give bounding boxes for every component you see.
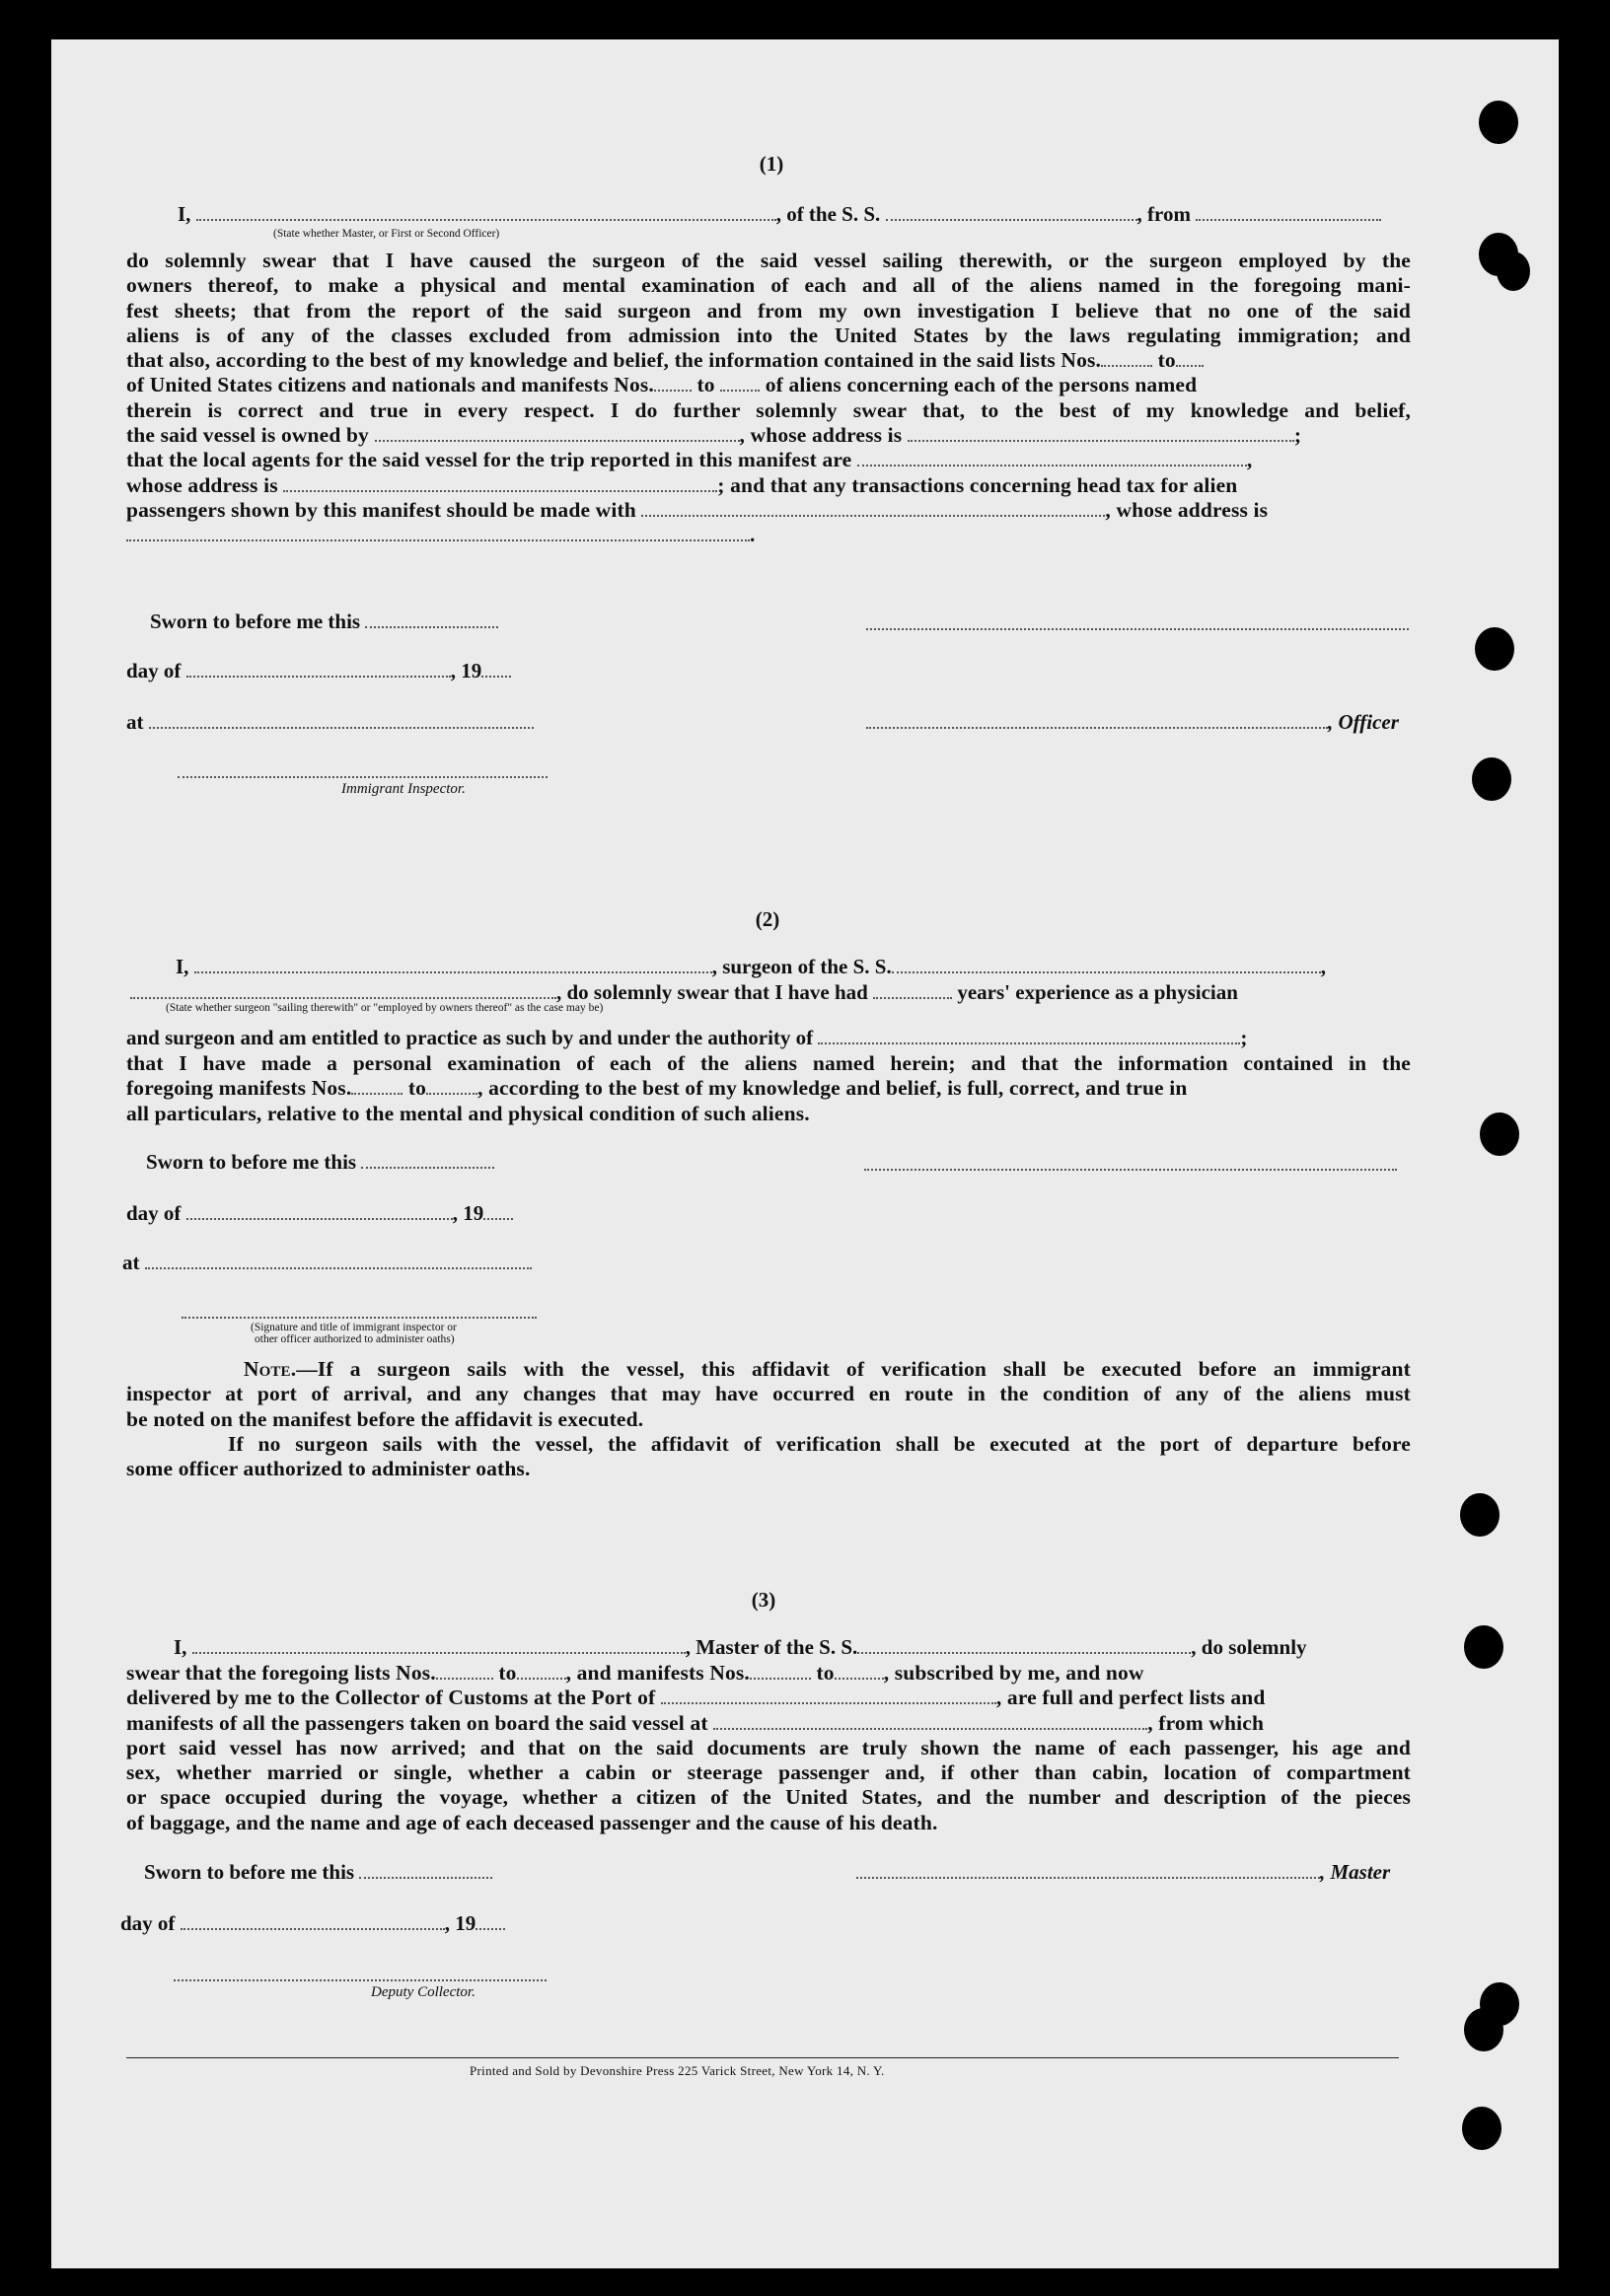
- s1-line-4: aliens is of any of the classes excluded from admission into the United States by the laws regulating immigration; and: [126, 323, 1411, 347]
- lead-i: I,: [178, 202, 191, 226]
- lists-to-field[interactable]: [1176, 350, 1204, 367]
- s1-officer-label: , Officer: [1328, 710, 1399, 734]
- s1-officer-signature-line-2[interactable]: [866, 712, 1328, 729]
- s2-at-row: [122, 1251, 532, 1275]
- binder-hole-9: [1462, 2107, 1501, 2150]
- s1-line-10-text: whose address is: [126, 472, 278, 497]
- s1-line-8: the said vessel is owned by , whose address is ;: [126, 423, 1302, 448]
- binder-hole-5: [1480, 1112, 1519, 1156]
- s2-note: [126, 1357, 1411, 1481]
- s2-manifest-to-field[interactable]: [426, 1078, 477, 1095]
- section-1-number: (1): [759, 152, 784, 176]
- agents-address-field[interactable]: [283, 475, 717, 492]
- manifests-to-field[interactable]: [720, 375, 760, 392]
- s2-note-label: Note.: [243, 1357, 297, 1381]
- section-3-number: (3): [751, 1588, 776, 1612]
- s1-line-11-text: passengers shown by this manifest should be made with: [126, 497, 636, 522]
- s3-collector-signature-line[interactable]: [174, 1978, 547, 1981]
- s1-officer-row: [866, 710, 1399, 735]
- s2-to: to: [407, 1076, 427, 1101]
- owner-field[interactable]: [375, 425, 740, 442]
- s2-year-field[interactable]: [483, 1203, 513, 1220]
- s1-line-7: therein is correct and true in every respect. I do further solemnly swear that, to the best of my knowledge and belief,: [126, 397, 1411, 422]
- s3-collector-label: Deputy Collector.: [371, 1984, 476, 2000]
- s3-subscribed: , subscribed by me, and now: [883, 1661, 1144, 1685]
- s1-officer-signature-line-1[interactable]: [866, 627, 1409, 630]
- s2-years: years' experience as a physician: [957, 980, 1238, 1004]
- officer-hint: (State whether Master, or First or Second Officer): [273, 228, 500, 240]
- s3-do-solemnly: , do solemnly: [1191, 1635, 1307, 1659]
- s1-at-row: [126, 710, 534, 735]
- s3-body-line-2: [126, 1686, 1411, 1710]
- footer-rule: [126, 2057, 1399, 2058]
- s1-year-label: , 19: [450, 659, 482, 682]
- s3-day-row: [120, 1911, 505, 1936]
- binder-hole-4: [1472, 757, 1511, 801]
- s1-whose-address-1: , whose address is: [739, 423, 903, 448]
- s1-day-label: day of: [126, 659, 182, 682]
- s3-sworn-row: [144, 1860, 492, 1885]
- s3-master-label: , Master: [1320, 1860, 1391, 1884]
- s3-lead-i: I,: [174, 1635, 187, 1659]
- s2-body-line-2: [126, 1076, 1411, 1101]
- s3-master-of: , Master of the S. S.: [685, 1635, 858, 1659]
- from-label: , from: [1136, 202, 1191, 226]
- s1-to-1: to: [1157, 348, 1176, 373]
- s2-sig-hint-1: (Signature and title of immigrant inspector or: [251, 1322, 457, 1333]
- s1-of-aliens: of aliens concerning each of the persons named: [765, 373, 1198, 397]
- s3-embark-port-field[interactable]: [713, 1713, 1147, 1730]
- s3-to-2: to: [816, 1661, 835, 1685]
- s2-sig-hint-2: other officer authorized to administer oaths): [255, 1333, 455, 1345]
- s2-note-text-1: —If a surgeon sails with the vessel, this affidavit of verification shall be executed before an immigrant: [296, 1357, 1411, 1381]
- s1-line-9: that the local agents for the said vessel for the trip reported in this manifest are ,: [126, 448, 1253, 472]
- s2-swear: , do solemnly swear that I have had: [556, 980, 868, 1004]
- s1-line-12: .: [126, 523, 1411, 547]
- s2-at-field[interactable]: [145, 1253, 532, 1269]
- s2-surgeon-of: , surgeon of the S. S.: [711, 955, 892, 978]
- s1-line-5: [126, 348, 1411, 373]
- s3-body-line-7: of baggage, and the name and age of each deceased passenger and the cause of his death.: [126, 1810, 938, 1834]
- s1-sworn-label: Sworn to before me this: [150, 610, 361, 633]
- s2-foregoing: foregoing manifests Nos.: [126, 1076, 352, 1101]
- binder-hole-8b: [1464, 2008, 1503, 2051]
- s2-authority-field[interactable]: [818, 1028, 1240, 1044]
- lists-from-field[interactable]: [1101, 350, 1152, 367]
- s3-master-row: [856, 1860, 1390, 1885]
- s2-sworn-row: [146, 1150, 494, 1175]
- s3-body: [126, 1661, 1411, 1835]
- s3-body-line-6: or space occupied during the voyage, whether a citizen of the United States, and the number and description of the pieces: [126, 1785, 1411, 1810]
- s3-body-line-3: [126, 1711, 1411, 1736]
- binder-hole-2b: [1497, 251, 1530, 291]
- s3-manifests: , and manifests Nos.: [565, 1661, 750, 1685]
- s2-surgeon-hint: (State whether surgeon "sailing therewith" or "employed by owners thereof" as the case may be): [166, 1002, 604, 1014]
- s1-day-field[interactable]: [186, 661, 451, 678]
- s2-day-field[interactable]: [186, 1203, 453, 1220]
- manifests-from-field[interactable]: [654, 375, 692, 392]
- s2-vessel-field[interactable]: [892, 957, 1321, 973]
- s2-sworn-label: Sworn to before me this: [146, 1150, 357, 1174]
- binder-hole-7: [1464, 1625, 1503, 1669]
- local-agents-field[interactable]: [857, 450, 1247, 466]
- manifest-affidavit-page: [51, 39, 1559, 2268]
- s3-master-name-field[interactable]: [192, 1637, 686, 1654]
- s3-day-label: day of: [120, 1911, 176, 1935]
- s3-vessel-field[interactable]: [857, 1637, 1191, 1654]
- s1-line-3: fest sheets; that from the report of the said surgeon and from my own investigation I believe that no one of the said: [126, 298, 1411, 323]
- binder-hole-1: [1479, 101, 1518, 144]
- s1-line-10: [126, 473, 1411, 498]
- s2-surgeon-name-field[interactable]: [194, 957, 712, 973]
- s3-manifests-from-field[interactable]: [750, 1663, 811, 1680]
- s3-manifests-of: manifests of all the passengers taken on board the said vessel at: [126, 1710, 708, 1735]
- s1-at-label: at: [126, 710, 144, 734]
- s2-note2-text-1: If no surgeon sails with the vessel, the affidavit of verification shall be executed at the port of departure before: [227, 1431, 1411, 1456]
- s2-surgeon-signature-line[interactable]: [864, 1168, 1397, 1171]
- s3-body-line-4: port said vessel has now arrived; and that on the said documents are truly shown the name of each passenger, his age and: [126, 1735, 1411, 1759]
- s1-at-field[interactable]: [149, 712, 534, 729]
- s2-manifest-from-field[interactable]: [351, 1078, 402, 1095]
- head-tax-address-field[interactable]: [126, 525, 750, 541]
- s1-day-row: [126, 659, 511, 683]
- s1-to-2: to: [696, 373, 715, 397]
- s3-full-perfect: , are full and perfect lists and: [995, 1686, 1266, 1710]
- s3-day-field[interactable]: [181, 1913, 445, 1930]
- from-port-field[interactable]: [1196, 204, 1381, 221]
- s3-lists-to-field[interactable]: [517, 1663, 566, 1680]
- s2-day-label: day of: [126, 1201, 182, 1225]
- owner-address-field[interactable]: [908, 425, 1294, 442]
- s2-note-line-2: inspector at port of arrival, and any changes that may have occurred en route in the condition of any of the aliens must: [126, 1382, 1411, 1406]
- s2-note-line-3: be noted on the manifest before the affidavit is executed.: [126, 1406, 644, 1431]
- s3-manifests-to-field[interactable]: [835, 1663, 884, 1680]
- s3-swear: swear that the foregoing lists Nos.: [126, 1661, 436, 1685]
- ss-label: , of the S. S.: [775, 202, 881, 226]
- s2-according: , according to the best of my knowledge and belief, is full, correct, and true in: [477, 1076, 1188, 1101]
- s3-lists-from-field[interactable]: [436, 1663, 493, 1680]
- s2-surgeon-status-field[interactable]: [130, 982, 556, 999]
- s2-day-row: [126, 1201, 513, 1226]
- s1-line-5-text: that also, according to the best of my knowledge and belief, the information contained in the said lists Nos.: [126, 348, 1102, 373]
- s1-line-11: [126, 498, 1411, 523]
- s1-whose-address-2: , whose address is: [1105, 497, 1269, 522]
- s2-note-line-5: some officer authorized to administer oaths.: [126, 1457, 531, 1481]
- s3-body-line-5: sex, whether married or single, whether a cabin or steerage passenger and, if other than cabin, location of compartment: [126, 1760, 1411, 1785]
- s2-lead-i: I,: [176, 955, 189, 978]
- s2-year-label: , 19: [452, 1201, 484, 1225]
- s2-practice: and surgeon and am entitled to practice as such by and under the authority of: [126, 1026, 814, 1049]
- vessel-name-field[interactable]: [886, 204, 1137, 221]
- s1-inspector-signature-line[interactable]: [178, 775, 548, 778]
- s1-any-transactions: ; and that any transactions concerning head tax for alien: [717, 472, 1238, 497]
- s3-year-field[interactable]: [476, 1913, 505, 1930]
- s1-line-8-text: the said vessel is owned by: [126, 423, 369, 448]
- s2-line-3: and surgeon and am entitled to practice as such by and under the authority of ;: [126, 1026, 1248, 1049]
- s3-from-which: , from which: [1147, 1710, 1265, 1735]
- s3-delivered: delivered by me to the Collector of Customs at the Port of: [126, 1686, 656, 1710]
- s2-note-line-1: [126, 1357, 1411, 1382]
- s3-sworn-date-field[interactable]: [359, 1862, 492, 1879]
- s2-inspector-signature-line[interactable]: [182, 1316, 537, 1319]
- s3-sworn-label: Sworn to before me this: [144, 1860, 355, 1884]
- s1-line-6: [126, 373, 1411, 397]
- section-1-lead-line: [178, 202, 1381, 227]
- s3-year-label: , 19: [444, 1911, 476, 1935]
- s3-port-field[interactable]: [661, 1687, 996, 1704]
- section-2-number: (2): [755, 907, 780, 931]
- s2-body: [126, 1051, 1411, 1126]
- head-tax-party-field[interactable]: [641, 500, 1105, 517]
- s1-line-1: do solemnly swear that I have caused the surgeon of the said vessel sailing therewith, or the surgeon employed by the: [126, 249, 1411, 272]
- s2-line-1: I, , surgeon of the S. S. ,: [176, 955, 1326, 978]
- section-1-body: [126, 249, 1411, 548]
- s3-line-1: [174, 1635, 1307, 1660]
- s3-master-signature-line[interactable]: [856, 1862, 1320, 1879]
- s1-sworn-date-field[interactable]: [365, 611, 498, 628]
- footer-printer: Printed and Sold by Devonshire Press 225 Varick Street, New York 14, N. Y.: [470, 2063, 885, 2078]
- officer-name-field[interactable]: [196, 204, 776, 221]
- binder-hole-3: [1475, 627, 1514, 671]
- s2-note-line-4: [126, 1432, 1411, 1457]
- s2-body-line-3: all particulars, relative to the mental and physical condition of such aliens.: [126, 1101, 810, 1125]
- s2-sworn-date-field[interactable]: [361, 1152, 494, 1169]
- s1-line-6-text: of United States citizens and nationals and manifests Nos.: [126, 373, 654, 397]
- s2-body-line-1: that I have made a personal examination of each of the aliens named herein; and that the information contained in the: [126, 1051, 1411, 1075]
- s1-inspector-label: Immigrant Inspector.: [341, 781, 466, 797]
- s2-years-field[interactable]: [873, 982, 952, 999]
- s1-line-2: owners thereof, to make a physical and mental examination of each and all of the aliens named in the foregoing mani-: [126, 273, 1411, 298]
- s1-year-field[interactable]: [481, 661, 511, 678]
- s2-at-label: at: [122, 1251, 140, 1274]
- s3-to-1: to: [498, 1661, 517, 1685]
- s1-line-9-text: that the local agents for the said vessel for the trip reported in this manifest are: [126, 448, 852, 472]
- s1-sworn-row: [150, 610, 498, 634]
- s3-body-line-1: [126, 1661, 1411, 1686]
- binder-hole-6: [1460, 1493, 1500, 1537]
